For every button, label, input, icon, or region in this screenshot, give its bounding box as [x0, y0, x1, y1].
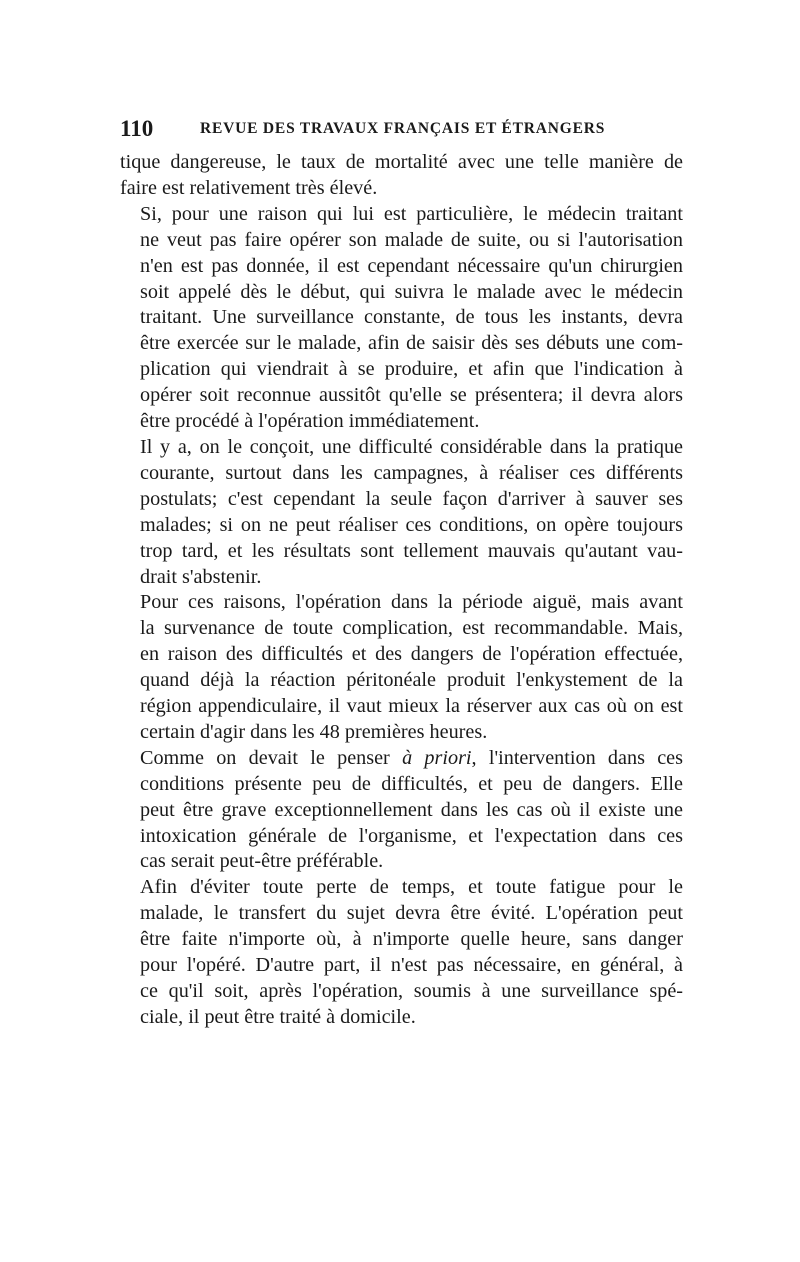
text-line: drait s'abstenir.: [140, 565, 262, 588]
page-header: [120, 112, 680, 146]
text-line: certain d'agir dans les 48 premières heures.: [140, 720, 488, 743]
text-line: ce qu'il soit, après l'opération, soumis à une surveillance spé-: [140, 980, 683, 1002]
text-line: conditions présente peu de difficultés, et peu de dangers. Elle: [140, 772, 683, 795]
text-line: postulats; c'est cependant la seule façon d'arriver à sauver ses: [140, 487, 683, 510]
paragraph: [120, 746, 683, 876]
body-text: [120, 150, 683, 1031]
text-line: cas serait peut-être préférable.: [140, 850, 384, 873]
text-line: courante, surtout dans les campagnes, à réaliser ces différents: [140, 461, 683, 484]
text-line: plication qui viendrait à se produire, et afin que l'indication à: [140, 358, 683, 381]
text-line: Pour ces raisons, l'opération dans la période aiguë, mais avant: [140, 591, 683, 614]
running-title: REVUE DES TRAVAUX FRANÇAIS ET ÉTRANGERS: [200, 120, 606, 137]
text-line: Il y a, on le conçoit, une difficulté considérable dans la pratique: [140, 435, 683, 458]
text-line: en raison des difficultés et des dangers de l'opération effectuée,: [140, 643, 683, 666]
text-line: peut être grave exceptionnellement dans les cas où il existe une: [140, 798, 683, 821]
text-line: ciale, il peut être traité à domicile.: [140, 1005, 416, 1028]
page-number: 110: [120, 116, 154, 141]
paragraph: [120, 875, 683, 1030]
text-line: être procédé à l'opération immédiatement.: [140, 410, 480, 433]
paragraph: [120, 590, 683, 745]
text-line: trop tard, et les résultats sont tellement mauvais qu'autant vau-: [140, 539, 683, 562]
text-line: la survenance de toute complication, est recommandable. Mais,: [140, 617, 683, 640]
text-line: opérer soit reconnue aussitôt qu'elle se présentera; il devra alors: [140, 384, 683, 407]
text-line: quand déjà la réaction péritonéale produit l'enkystement de la: [140, 669, 683, 692]
paragraph: [120, 202, 683, 435]
paragraph: [120, 435, 683, 590]
text-line: Comme on devait le penser à priori, l'intervention dans ces: [140, 746, 683, 769]
text-line: malade, le transfert du sujet devra être évité. L'opération peut: [140, 902, 683, 925]
text-line: malades; si on ne peut réaliser ces conditions, on opère toujours: [140, 513, 683, 536]
text-line: traitant. Une surveillance constante, de tous les instants, devra: [140, 306, 683, 329]
text-line: Afin d'éviter toute perte de temps, et toute fatigue pour le: [140, 876, 683, 899]
text-line: être exercée sur le malade, afin de saisir dès ses débuts une com-: [140, 332, 683, 355]
text-line: être faite n'importe où, à n'importe quelle heure, sans danger: [140, 928, 683, 951]
text-line: ne veut pas faire opérer son malade de suite, ou si l'autorisation: [140, 228, 683, 251]
text-line: Si, pour une raison qui lui est particulière, le médecin traitant: [140, 202, 683, 225]
text-line: intoxication générale de l'organisme, et l'expectation dans ces: [140, 824, 683, 847]
paragraph: [120, 150, 683, 202]
text-line: soit appelé dès le début, qui suivra le malade avec le médecin: [140, 280, 683, 303]
text-line: région appendiculaire, il vaut mieux la réserver aux cas où on est: [140, 695, 683, 718]
text-line: faire est relativement très élevé.: [120, 176, 378, 199]
text-line: pour l'opéré. D'autre part, il n'est pas nécessaire, en général, à: [140, 954, 683, 977]
text-line: n'en est pas donnée, il est cependant nécessaire qu'un chirurgien: [140, 254, 683, 277]
text-line: tique dangereuse, le taux de mortalité avec une telle manière de: [120, 151, 683, 173]
